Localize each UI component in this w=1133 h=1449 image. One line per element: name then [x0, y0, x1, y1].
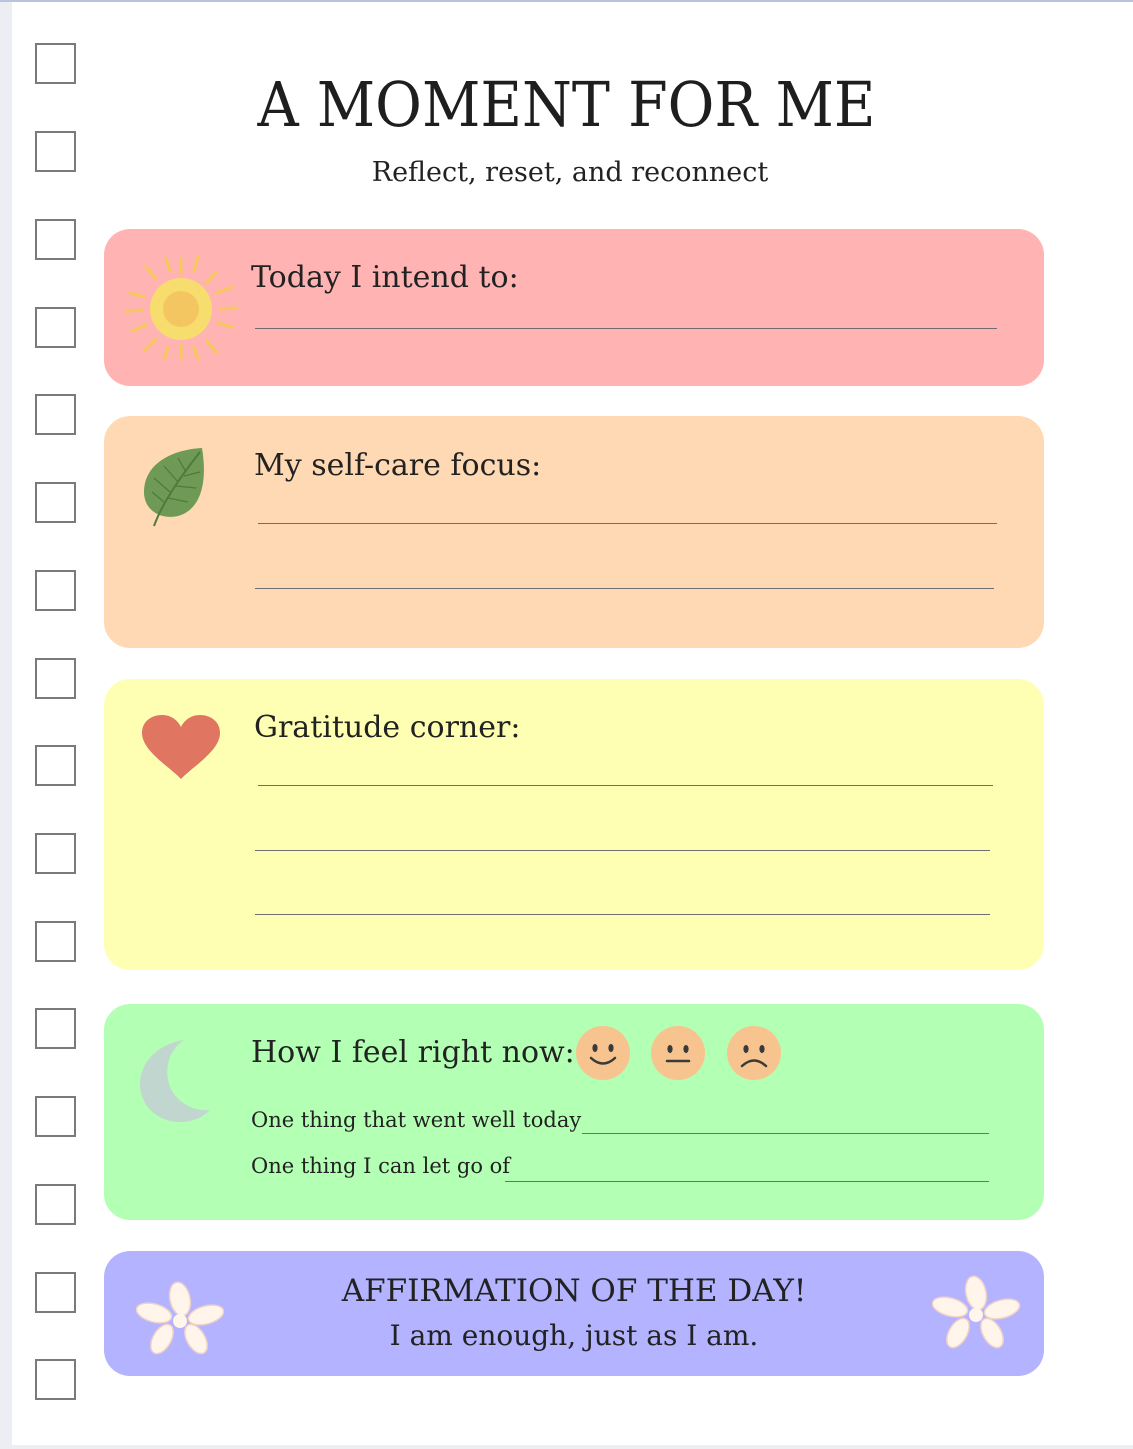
- checkbox[interactable]: [35, 307, 76, 348]
- went-well-label: One thing that went well today: [251, 1108, 582, 1132]
- checkbox[interactable]: [35, 1359, 76, 1400]
- neutral-face-icon[interactable]: [650, 1025, 706, 1081]
- went-well-line[interactable]: [582, 1133, 989, 1134]
- checkbox[interactable]: [35, 1272, 76, 1313]
- moon-icon: [138, 1038, 212, 1124]
- writing-line[interactable]: [258, 523, 997, 524]
- checkbox[interactable]: [35, 745, 76, 786]
- feelings-label: How I feel right now:: [251, 1035, 575, 1070]
- checkbox[interactable]: [35, 658, 76, 699]
- affirmation-card: [104, 1251, 1044, 1376]
- page-subtitle: Reflect, reset, and reconnect: [371, 157, 769, 188]
- feelings-card: [104, 1004, 1044, 1220]
- flower-icon: [932, 1275, 1022, 1351]
- sad-face-icon[interactable]: [726, 1025, 782, 1081]
- checkbox[interactable]: [35, 1008, 76, 1049]
- gratitude-label: Gratitude corner:: [254, 710, 521, 745]
- checkbox[interactable]: [35, 219, 76, 260]
- checkbox[interactable]: [35, 1096, 76, 1137]
- selfcare-card: [104, 416, 1044, 648]
- gratitude-card: [104, 679, 1044, 970]
- affirmation-title: AFFIRMATION OF THE DAY!: [341, 1273, 807, 1309]
- heart-icon: [140, 715, 222, 781]
- checkbox[interactable]: [35, 1184, 76, 1225]
- page-title: A MOMENT FOR ME: [257, 68, 876, 141]
- writing-line[interactable]: [255, 588, 994, 589]
- affirmation-text: I am enough, just as I am.: [389, 1319, 759, 1352]
- sun-icon: [122, 253, 240, 363]
- checkbox[interactable]: [35, 482, 76, 523]
- selfcare-label: My self-care focus:: [254, 448, 542, 483]
- checkbox[interactable]: [35, 394, 76, 435]
- intention-label: Today I intend to:: [251, 260, 519, 295]
- happy-face-icon[interactable]: [575, 1025, 631, 1081]
- checkbox[interactable]: [35, 921, 76, 962]
- checkbox[interactable]: [35, 570, 76, 611]
- writing-line[interactable]: [255, 914, 990, 915]
- writing-line[interactable]: [258, 785, 993, 786]
- leaf-icon: [138, 444, 210, 530]
- writing-line[interactable]: [255, 328, 997, 329]
- intention-card: [104, 229, 1044, 386]
- let-go-line[interactable]: [505, 1181, 989, 1182]
- writing-line[interactable]: [255, 850, 990, 851]
- checkbox[interactable]: [35, 833, 76, 874]
- let-go-label: One thing I can let go of: [251, 1154, 511, 1178]
